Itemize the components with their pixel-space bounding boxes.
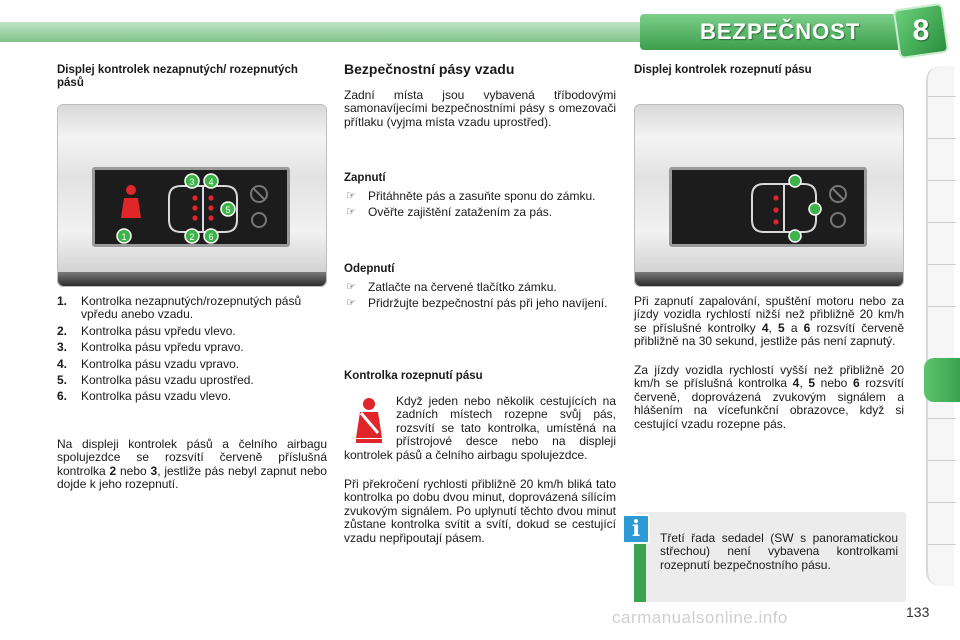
svg-text:1: 1 [121,232,127,242]
unfasten-section [344,263,616,314]
fasten-heading: Zapnutí [344,172,386,184]
svg-text:6: 6 [208,232,214,242]
warning-paragraph-1: Když jeden nebo několik cestujících na zadních místech rozepne svůj pás, rozsvítí se tato kontrolka, umístěná na přístrojové desce nebo na displeji kontrolek pásů a čelního airbagu spolujezdce. [344,394,616,462]
list-item: ☞ Zatlačte na červené tlačítko zámku. [346,280,557,294]
callout-3 [185,174,199,188]
unfasten-heading: Odepnutí [344,263,395,275]
callout-markers-right [635,105,905,288]
fasten-section [344,172,616,223]
svg-text:3: 3 [189,177,195,187]
info-text: Třetí řada sedadel (SW s panoramatickou střechou) není vybavena kontrolkami rozepnutí bezpečnostního pásu. [660,531,898,572]
page-edge-tabs [926,66,954,586]
edge-tab-divider [928,222,956,223]
middle-title [344,63,616,76]
list-item: 4. Kontrolka pásu vzadu vpravo. [57,356,240,371]
callout-4 [204,174,218,188]
lamp-marker [789,230,801,242]
left-heading [57,64,327,90]
list-item: 5. Kontrolka pásu vzadu uprostřed. [57,373,254,388]
seatbelt-display-illustration-left [57,104,327,287]
svg-text:2: 2 [189,232,195,242]
chapter-number: 8 [912,14,930,47]
callout-5 [221,202,235,216]
icon-float-spacer [344,395,396,447]
list-item: 1. Kontrolka nezapnutých/rozepnutých pásů vpředu anebo vzadu. [57,294,302,322]
pointing-hand-icon: ☞ [346,190,356,202]
edge-tab-divider [928,96,956,97]
right-heading-block [634,64,904,77]
callout-6 [204,229,218,243]
edge-tab-divider [928,418,956,419]
warning-paragraph-2: Při překročení rychlosti přibližně 20 km/h bliká tato kontrolka po dobu dvou minut, doprovázená sílícím zvukovým signálem. Po uplynutí těchto dvou minut zůstane kontrolka svítit a svítí, dokud se cestující vzadu nepřipoutají pásem. [344,477,616,545]
list-item: ☞ Ověřte zajištění zatažením za pás. [346,205,553,220]
warning-heading: Kontrolka rozepnutí pásu [344,370,483,382]
edge-tab-divider [928,502,956,503]
edge-tab-active [924,358,960,402]
panel-bottom-rim [58,272,326,286]
page-number: 133 [906,604,930,620]
page-title: BEZPEČNOST [700,19,861,44]
middle-intro: Zadní místa jsou vybavená tříbodovými samonavíjecími bezpečnostními pásy s omezovači přítlaku (vyjma místa vzadu uprostřed). [344,88,616,129]
pointing-hand-icon: ☞ [346,297,356,310]
pointing-hand-icon: ☞ [346,206,356,219]
edge-tab-divider [928,460,956,461]
warning-heading-block [344,370,616,383]
edge-tab-divider [928,264,956,265]
pointing-hand-icon: ☞ [346,281,356,293]
lamp-marker [809,203,821,215]
callout-1 [117,229,131,243]
seatbelt-display-illustration-right [634,104,904,287]
lamp-marker [789,175,801,187]
right-heading: Displej kontrolek rozepnutí pásu [634,64,812,76]
svg-text:4: 4 [208,177,214,187]
list-item: 2. Kontrolka pásu vpředu vlevo. [57,323,236,338]
list-item: 3. Kontrolka pásu vpředu vpravo. [57,340,244,355]
info-icon: i [622,514,650,544]
section-title: Bezpečnostní pásy vzadu [344,61,515,77]
svg-text:5: 5 [225,205,231,215]
left-paragraph: Na displeji kontrolek pásů a čelního airbagu spolujezdce se rozsvítí červeně příslušná kontrolka 2 nebo 3, jestliže pás nebyl zapnut nebo dojde k jeho rozepnutí. [57,437,327,492]
watermark: carmanualsonline.info [612,608,788,627]
callout-2 [185,229,199,243]
list-item: ☞ Přidržujte bezpečnostní pás při jeho navíjení. [346,296,608,311]
right-paragraph-2: Za jízdy vozidla rychlostí vyšší než přibližně 20 km/h se příslušná kontrolka 4, 5 nebo 6 rozsvítí červeně, doprovázená zvukovým signálem a hlášením na vícefunkční obrazovce, když si cestující vzadu rozepne pás. [634,363,904,431]
chapter-badge [893,3,949,59]
callout-labels-left [58,105,328,288]
edge-tab-divider [928,544,956,545]
left-heading-text: Displej kontrolek nezapnutých/ rozepnutých pásů [57,64,298,89]
right-paragraph-1: Při zapnutí zapalování, spuštění motoru nebo za jízdy vozidla rychlostí nižší než přibližně 20 km/h se příslušné kontrolky 4, 5 a 6 rozsvítí červeně přibližně na 30 sekund, jestliže pás není zapnutý. [634,294,904,349]
edge-tab-divider [928,180,956,181]
list-item: 6. Kontrolka pásu vzadu vlevo. [57,389,232,404]
edge-tab-divider [928,306,956,307]
left-numbered-list [57,295,327,407]
panel-bottom-rim [635,272,903,286]
edge-tab-divider [928,138,956,139]
list-item: ☞ Přitáhněte pás a zasuňte sponu do zámku. [346,189,596,203]
